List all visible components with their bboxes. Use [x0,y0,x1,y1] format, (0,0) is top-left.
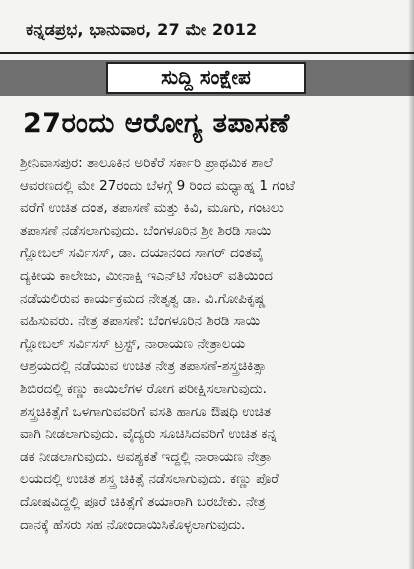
header-rule [0,52,414,54]
body-line: ನಡೆಯಲಿರುವ ಕಾರ್ಯಕ್ರಮದ ನೇತೃತ್ವ ಡಾ. ವಿ.ಗೋಪಿಕೃಷ್ಣ [20,290,266,307]
body-line: ಗ್ಲೋಬಲ್ ಸರ್ವಿಸಸ್ ಟ್ರಸ್ಟ್, ನಾರಾಯಣ ನೇತ್ರಾಲಯ [20,335,246,352]
article-headline: 27ರಂದು ಆರೋಗ್ಯ ತಪಾಸಣೆ [23,108,290,139]
dateline: ಕನ್ನಡಪ್ರಭ, ಭಾನುವಾರ, 27 ಮೇ 2012 [26,20,258,39]
body-line: ಡಕ ನೀಡಲಾಗುವುದು. ಅವಶ್ಯಕತೆ ಇದ್ದಲ್ಲಿ ನಾರಾಯಣ ನೇತ್ರಾ [20,448,272,465]
body-line: ಶಸ್ತ್ರಚಿಕಿತ್ಸೆಗೆ ಒಳಗಾಗುವವರಿಗೆ ವಸತಿ ಹಾಗೂ ಔಷಧಿ ಉಚಿತ [20,403,272,420]
body-line: ವಾಗಿ ನೀಡಲಾಗುವುದು. ವೈದ್ಯರು ಸೂಚಿಸಿದವರಿಗೆ ಉಚಿತ ಕನ್ನ [20,426,277,443]
body-line: ವರೆಗೆ ಉಚಿತ ದಂತ, ತಪಾಸಣೆ ಮತ್ತು ಕಿವಿ, ಮೂಗು, ಗಂಟಲು [20,200,284,217]
body-line: ದ್ಯಕೀಯ ಕಾಲೇಜು, ಮೀನಾಕ್ಷಿ ಇಎನ್‌ಟಿ ಸೆಂಟರ್ ವತಿಯಿಂದ [20,267,274,284]
body-line: ವಹಿಸುವರು. ನೇತ್ರ ತಪಾಸಣೆ: ಬೆಂಗಳೂರಿನ ಶಿರಡಿ ಸಾಯಿ [20,313,261,330]
section-title: ಸುದ್ದಿ ಸಂಕ್ಷೇಪ [106,62,306,94]
body-line: ತಪಾಸಣೆ ನಡೆಸಲಾಗುವುದು. ಬೆಂಗಳೂರಿನ ಶ್ರೀ ಶಿರಡಿ ಸಾಯಿ [20,222,272,239]
body-line: ಗ್ಲೋಬಲ್ ಸರ್ವಿಸಸ್, ಡಾ. ದಯಾನಂದ ಸಾಗರ್ ದಂತವೈ [20,245,264,262]
body-line: ಲಯದಲ್ಲಿ ಉಚಿತ ಶಸ್ತ್ರ ಚಿಕಿತ್ಸೆ ನಡೆಸಲಾಗುವುದು. ಕಣ್ಣು ಪೊರೆ [20,471,279,488]
body-line: ಆವರಣದಲ್ಲಿ ಮೇ 27ರಂದು ಬೆಳಗ್ಗೆ 9 ರಿಂದ ಮಧ್ಯಾಹ್ನ 1 ಗಂಟೆ [20,177,295,194]
article-body [20,152,398,536]
body-line: ದೋಷವಿದ್ದಲ್ಲಿ ಪೂರೆ ಚಿಕಿತ್ಸೆಗೆ ತಯಾರಾಗಿ ಬರಬೇಕು. ನೇತ್ರ [20,493,266,510]
body-line: ಶಿಬಿರದಲ್ಲಿ ಕಣ್ಣು ಕಾಯಿಲೆಗಳ ರೋಗ ಪರೀಕ್ಷಿಸಲಾಗುವುದು. [20,380,267,397]
body-line: ಆಶ್ರಯದಲ್ಲಿ ನಡೆಯುವ ಉಚಿತ ನೇತ್ರ ತಪಾಸಣೆ-ಶಸ್ತ್ರಚಿಕಿತ್ಸಾ [20,358,267,375]
body-line: ದಾನಕ್ಕೆ ಹೆಸರು ಸಹ ನೋಂದಾಯಿಸಿಕೊಳ್ಳಲಾಗುವುದು. [20,516,246,533]
page-edge-shadow [408,0,414,569]
body-line: ಶ್ರೀನಿವಾಸಪುರ: ತಾಲೂಕಿನ ಅರಿಕೆರೆ ಸರ್ಕಾರಿ ಪ್ರಾಥಮಿಕ ಶಾಲೆ [20,155,273,171]
